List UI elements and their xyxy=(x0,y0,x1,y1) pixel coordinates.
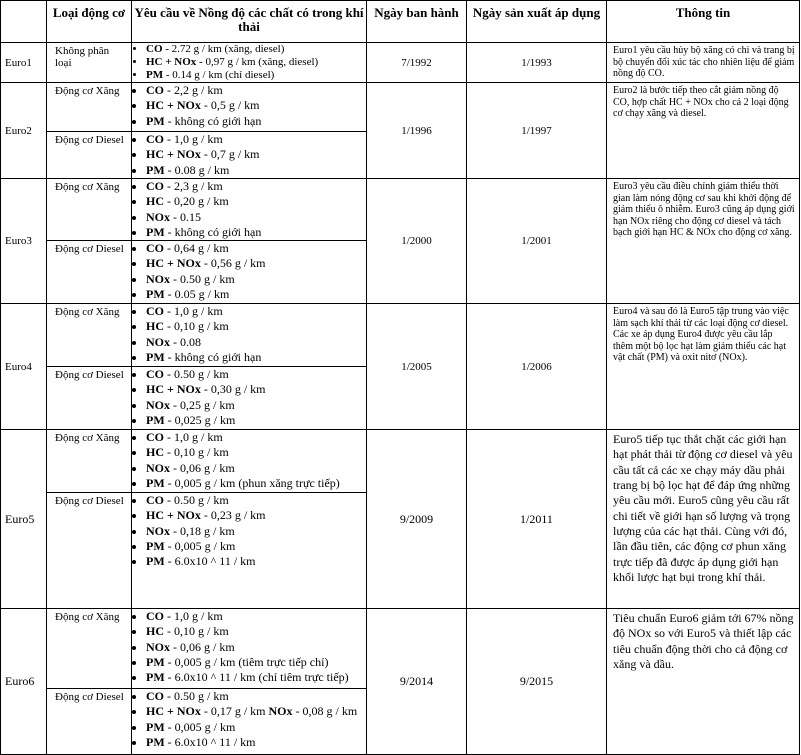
info-cell: Euro1 yêu cầu hủy bộ xăng có chì và trang bị bộ chuyển đổi xúc tác cho nhiên liệu để giảm nồng độ CO. xyxy=(607,43,800,83)
limit-list xyxy=(132,241,366,302)
limit-value: - 0.08 g / km xyxy=(164,162,230,177)
table-body xyxy=(1,43,800,755)
apply-date-cell: 1/1997 xyxy=(467,83,607,179)
limit-item xyxy=(146,493,366,508)
limit-list xyxy=(132,367,366,428)
limit-list xyxy=(132,493,366,569)
pollutant-name: CO xyxy=(146,430,164,445)
pollutant-name: CO xyxy=(146,83,164,97)
pollutant-name: CO xyxy=(146,609,164,624)
limit-item xyxy=(146,287,366,302)
limit-value: - 0,25 g / km xyxy=(170,397,235,412)
limit-item xyxy=(146,476,366,491)
limit-list xyxy=(132,304,366,365)
requirement-cell xyxy=(132,83,367,132)
limit-item xyxy=(146,508,366,523)
pollutant-name: PM xyxy=(146,476,165,491)
limit-value: - 2,2 g / km xyxy=(164,83,223,97)
limit-value: - 0,10 g / km xyxy=(164,445,229,460)
header-issue-date: Ngày ban hành xyxy=(367,1,467,43)
standard-cell: Euro2 xyxy=(1,83,47,179)
limit-value: - 1,0 g / km xyxy=(164,132,223,146)
requirement-cell xyxy=(132,493,367,609)
info-cell: Euro3 yêu cầu điều chỉnh giảm thiểu thời gian làm nóng động cơ sau khi khởi động để giảm thiểu ô nhiễm. Euro3 cũng áp dụng giới hạn NOx riêng cho động cơ diesel và tách bạch giới hạn HC & NOx cho động cơ xăng. xyxy=(607,179,800,304)
pollutant-name: CO xyxy=(146,304,164,319)
header-apply-date: Ngày sản xuất áp dụng xyxy=(467,1,607,43)
limit-value: - 2.72 g / km (xăng, diesel) xyxy=(162,43,285,55)
limit-value: - 1,0 g / km xyxy=(164,304,223,319)
engine-type-cell: Động cơ Xăng xyxy=(47,304,132,367)
pollutant-name: NOx xyxy=(146,209,170,224)
apply-date-cell: 1/2011 xyxy=(467,430,607,609)
limit-item xyxy=(146,640,366,655)
limit-item xyxy=(146,241,366,256)
limit-item xyxy=(146,83,366,98)
limit-item xyxy=(146,655,366,670)
issue-date-cell: 9/2014 xyxy=(367,609,467,755)
limit-item xyxy=(146,539,366,554)
pollutant-name: PM xyxy=(146,554,165,569)
engine-type-cell: Động cơ Diesel xyxy=(47,493,132,609)
standard-cell: Euro6 xyxy=(1,609,47,755)
limit-item xyxy=(146,210,366,225)
limit-value: - 0.50 g / km xyxy=(170,271,235,286)
info-cell: Tiêu chuẩn Euro6 giảm tới 67% nồng độ NOx so với Euro5 và thiết lập các tiêu chuẩn động thời cho cả động cơ xăng và dầu. xyxy=(607,609,800,755)
header-requirement: Yêu cầu về Nồng độ các chất có trong khí thải xyxy=(132,1,367,43)
engine-type-cell: Động cơ Diesel xyxy=(47,367,132,430)
info-cell: Euro4 và sau đó là Euro5 tập trung vào việc làm sạch khí thải từ các loại động cơ diesel. Các xe áp dụng Euro4 được yêu cầu lắp thêm một bộ lọc hạt làm giảm thiểu các hạt vật chất (PM) và oxit nitơ (NOx). xyxy=(607,304,800,430)
limit-value: - 0.14 g / km (chỉ diesel) xyxy=(163,69,275,81)
requirement-cell xyxy=(132,430,367,493)
limit-item xyxy=(146,132,366,147)
pollutant-name: PM xyxy=(146,350,165,365)
table-row xyxy=(1,304,800,367)
limit-value: - 6.0x10 ^ 11 / km xyxy=(164,554,256,569)
limit-value: - 0,005 g / km xyxy=(164,539,236,554)
apply-date-cell: 1/1993 xyxy=(467,43,607,83)
pollutant-name: NOx xyxy=(146,271,170,286)
pollutant-name: NOx xyxy=(146,639,170,654)
table-row xyxy=(1,179,800,241)
limit-value: - 0,06 g / km xyxy=(170,639,235,654)
limit-item xyxy=(146,194,366,209)
pollutant-name: HC xyxy=(146,194,164,209)
pollutant-name: NOx xyxy=(146,397,170,412)
issue-date-cell: 1/2000 xyxy=(367,179,467,304)
limit-list xyxy=(132,43,366,82)
limit-item xyxy=(146,319,366,334)
limit-value: - 0,005 g / km xyxy=(164,719,236,734)
limit-value: - 0.50 g / km xyxy=(164,367,229,382)
engine-type-cell: Động cơ Diesel xyxy=(47,241,132,304)
limit-item xyxy=(146,350,366,365)
limit-list xyxy=(132,179,366,240)
standard-cell: Euro4 xyxy=(1,304,47,430)
limit-item xyxy=(146,704,366,719)
limit-value: - 0.05 g / km xyxy=(164,287,230,302)
limit-value: - 0,025 g / km xyxy=(164,413,236,428)
pollutant-name: HC + NOx xyxy=(146,508,201,523)
pollutant-name: NOx xyxy=(146,523,170,538)
pollutant-name: HC xyxy=(146,319,164,334)
engine-type-cell: Động cơ Xăng xyxy=(47,609,132,689)
limit-value: - 1,0 g / km xyxy=(164,609,223,624)
pollutant-name: NOx xyxy=(268,704,293,719)
standard-cell: Euro3 xyxy=(1,179,47,304)
header-row xyxy=(1,1,800,43)
header-standard xyxy=(1,1,47,43)
issue-date-cell: 1/2005 xyxy=(367,304,467,430)
limit-item xyxy=(146,256,366,271)
pollutant-name: PM xyxy=(146,539,165,554)
limit-value: - 0,20 g / km xyxy=(164,194,229,209)
limit-item xyxy=(146,624,366,639)
limit-value: - 2,3 g / km xyxy=(164,179,223,193)
requirement-cell xyxy=(132,689,367,755)
limit-item xyxy=(146,382,366,397)
apply-date-cell: 9/2015 xyxy=(467,609,607,755)
limit-list xyxy=(132,609,366,685)
pollutant-name: PM xyxy=(146,69,164,81)
limit-value: - 0,005 g / km (phun xăng trực tiếp) xyxy=(164,476,340,491)
limit-item xyxy=(146,43,366,56)
limit-list xyxy=(132,83,366,129)
limit-item xyxy=(146,56,366,69)
limit-value: - 0,7 g / km xyxy=(200,147,260,162)
limit-item xyxy=(146,335,366,350)
pollutant-name: CO xyxy=(146,493,164,508)
limit-item xyxy=(146,461,366,476)
limit-value: - không có giới hạn xyxy=(164,350,262,365)
limit-value: - 0,64 g / km xyxy=(164,241,229,256)
limit-value: - 6.0x10 ^ 11 / km (chỉ tiêm trực tiếp) xyxy=(164,670,349,685)
table-row xyxy=(1,609,800,689)
limit-item xyxy=(146,114,366,129)
standard-cell: Euro5 xyxy=(1,430,47,609)
apply-date-cell: 1/2006 xyxy=(467,304,607,430)
pollutant-name: PM xyxy=(146,719,165,734)
pollutant-name: HC + NOx xyxy=(146,382,201,397)
info-cell: Euro5 tiếp tục thắt chặt các giới hạn hạt phát thải từ động cơ diesel và yêu cầu tất cả các xe chạy máy dầu phải trang bị bộ lọc hạt để đáp ứng những yêu cầu mới. Euro5 cũng yêu cầu rất chi tiết về giới hạn số lượng và trọng lượng của các hạt thải. Cùng với đó, lần đầu tiên, các động cơ phun xăng trực tiếp đã được áp dụng giới hạn khối lược hạt bụi trong khí thải. xyxy=(607,430,800,609)
engine-type-cell: Động cơ Xăng xyxy=(47,179,132,241)
limit-item xyxy=(146,554,366,569)
pollutant-name: PM xyxy=(146,655,165,670)
apply-date-cell: 1/2001 xyxy=(467,179,607,304)
limit-item xyxy=(146,720,366,735)
limit-value: - 0,08 g / km xyxy=(292,704,358,719)
limit-value: - 0,56 g / km xyxy=(200,256,266,271)
issue-date-cell: 7/1992 xyxy=(367,43,467,83)
pollutant-name: PM xyxy=(146,670,165,685)
requirement-cell xyxy=(132,304,367,367)
limit-item xyxy=(146,524,366,539)
limit-item xyxy=(146,430,366,445)
engine-type-cell: Động cơ Xăng xyxy=(47,83,132,132)
table-row xyxy=(1,430,800,493)
pollutant-name: CO xyxy=(146,43,163,55)
limit-item xyxy=(146,445,366,460)
limit-item xyxy=(146,413,366,428)
pollutant-name: HC xyxy=(146,445,164,460)
limit-item xyxy=(146,69,366,82)
requirement-cell xyxy=(132,179,367,241)
pollutant-name: CO xyxy=(146,689,164,704)
limit-item xyxy=(146,735,366,750)
pollutant-name: HC + NOx xyxy=(146,98,201,113)
pollutant-name: PM xyxy=(146,113,165,128)
pollutant-name: HC + NOx xyxy=(146,704,201,719)
requirement-cell xyxy=(132,43,367,83)
issue-date-cell: 1/1996 xyxy=(367,83,467,179)
header-engine-type: Loại động cơ xyxy=(47,1,132,43)
info-cell: Euro2 là bước tiếp theo cắt giảm nồng độ CO, hợp chất HC + NOx cho cả 2 loại động cơ chạy xăng và diesel. xyxy=(607,83,800,179)
limit-value: - 6.0x10 ^ 11 / km xyxy=(164,735,256,750)
limit-list xyxy=(132,689,366,750)
limit-list xyxy=(132,132,366,178)
requirement-cell xyxy=(132,132,367,179)
limit-item xyxy=(146,179,366,194)
pollutant-name: NOx xyxy=(146,460,170,475)
limit-item xyxy=(146,225,366,240)
pollutant-name: CO xyxy=(146,132,164,146)
limit-value: - không có giới hạn xyxy=(164,224,262,239)
limit-value: - 0.15 xyxy=(170,209,201,224)
limit-list xyxy=(132,430,366,491)
pollutant-name: NOx xyxy=(146,334,170,349)
table-row xyxy=(1,43,800,83)
pollutant-name: CO xyxy=(146,179,164,193)
limit-item xyxy=(146,272,366,287)
issue-date-cell: 9/2009 xyxy=(367,430,467,609)
limit-value: - 0,5 g / km xyxy=(200,98,260,113)
limit-item xyxy=(146,670,366,685)
pollutant-name: PM xyxy=(146,162,165,177)
pollutant-name: PM xyxy=(146,413,165,428)
limit-value: - không có giới hạn xyxy=(164,113,262,128)
limit-value: - 0,005 g / km (tiêm trực tiếp chỉ) xyxy=(164,655,329,670)
pollutant-name: PM xyxy=(146,735,165,750)
limit-value: - 1,0 g / km xyxy=(164,430,223,445)
limit-item xyxy=(146,163,366,178)
standard-cell: Euro1 xyxy=(1,43,47,83)
engine-type-cell: Động cơ Xăng xyxy=(47,430,132,493)
limit-value: - 0,18 g / km xyxy=(170,523,235,538)
limit-value: - 0,97 g / km (xăng, diesel) xyxy=(196,56,319,68)
limit-item xyxy=(146,304,366,319)
pollutant-name: HC xyxy=(146,624,164,639)
pollutant-name: CO xyxy=(146,367,164,382)
pollutant-name: PM xyxy=(146,287,165,302)
limit-value: - 0,17 g / km xyxy=(200,704,269,719)
requirement-cell xyxy=(132,609,367,689)
limit-item xyxy=(146,367,366,382)
limit-value: - 0,06 g / km xyxy=(170,460,235,475)
engine-type-cell: Không phân loại xyxy=(47,43,132,83)
limit-value: - 0.50 g / km xyxy=(164,493,229,508)
limit-value: - 0,30 g / km xyxy=(200,382,266,397)
table-row xyxy=(1,83,800,132)
limit-item xyxy=(146,609,366,624)
limit-item xyxy=(146,398,366,413)
pollutant-name: PM xyxy=(146,224,165,239)
limit-item xyxy=(146,689,366,704)
limit-value: - 0,10 g / km xyxy=(164,624,229,639)
limit-value: - 0.08 xyxy=(170,334,201,349)
limit-item xyxy=(146,98,366,113)
pollutant-name: HC + NOx xyxy=(146,147,201,162)
limit-value: - 0,10 g / km xyxy=(164,319,229,334)
pollutant-name: CO xyxy=(146,241,164,256)
requirement-cell xyxy=(132,367,367,430)
engine-type-cell: Động cơ Diesel xyxy=(47,689,132,755)
pollutant-name: HC + NOx xyxy=(146,256,201,271)
engine-type-cell: Động cơ Diesel xyxy=(47,132,132,179)
pollutant-name: HC + NOx xyxy=(146,56,197,68)
limit-value: - 0.50 g / km xyxy=(164,689,229,704)
requirement-cell xyxy=(132,241,367,304)
header-info: Thông tin xyxy=(607,1,800,43)
limit-item xyxy=(146,147,366,162)
limit-value: - 0,23 g / km xyxy=(200,508,266,523)
